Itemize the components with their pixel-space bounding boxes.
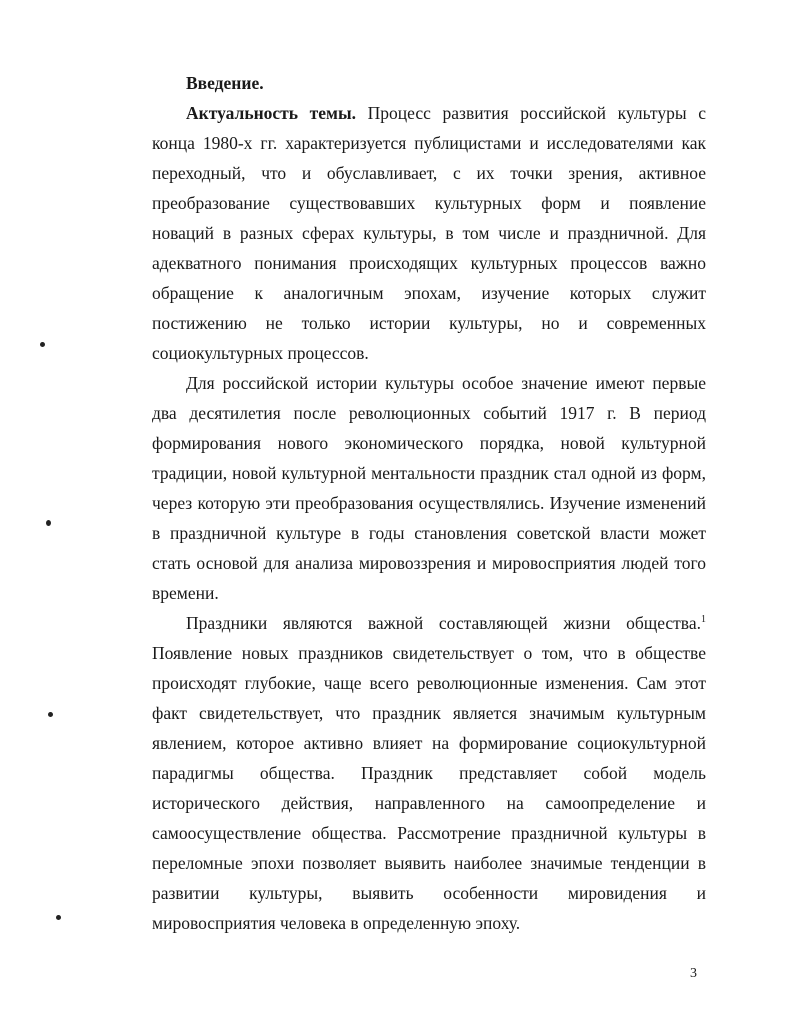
document-body [152,68,706,938]
paragraph-line: Появление новых праздников свидетельствует о том, что в обществе [152,643,706,663]
paragraph-line: переломные эпохи позволяет выявить наиболее значимые тенденции в [152,853,706,873]
paragraph-line: преобразование существовавших культурных форм и появление [152,193,706,213]
paragraph-line: происходят глубокие, чаще всего революционные изменения. Сам этот [152,673,706,693]
paragraph-line: парадигмы общества. Праздник представляет собой модель [152,763,706,783]
paragraph-line: Для российской истории культуры особое значение имеют первые [186,373,706,393]
paragraph-line: явлением, которое активно влияет на формирование социокультурной [152,733,706,753]
paragraph-line [152,608,706,638]
paragraph-line: социокультурных процессов. [152,343,369,363]
paragraph-text: Праздники являются важной составляющей жизни общества. [186,613,701,633]
section-heading: Введение. [186,73,264,93]
paragraph-line: стать основой для анализа мировоззрения и мировосприятия людей того [152,553,706,573]
paragraph-line: в праздничной культуре в годы становления советской власти может [152,523,706,543]
paragraph-line: развитии культуры, выявить особенности мировидения и [152,883,706,903]
footnote-mark: 1 [701,614,706,626]
paragraph-line: самоосуществление общества. Рассмотрение праздничной культуры в [152,823,706,843]
paragraph-text: Процесс развития российской культуры с [356,103,706,123]
paragraph-line [152,98,706,128]
paragraph-line: исторического действия, направленного на самоопределение и [152,793,706,813]
paragraph-line: два десятилетия после революционных событий 1917 г. В период [152,403,706,423]
scan-speck [40,342,45,347]
paragraph-line: через которую эти преобразования осуществлялись. Изучение изменений [152,493,706,513]
paragraph-line: конца 1980-х гг. характеризуется публицистами и исследователями как [152,133,706,153]
paragraph-line: формирования нового экономического порядка, новой культурной [152,433,706,453]
paragraph-line: постижению не только истории культуры, но и современных [152,313,706,333]
paragraph-line: времени. [152,583,219,603]
scan-speck [48,712,53,717]
paragraph-line: мировосприятия человека в определенную эпоху. [152,913,521,933]
page-number: 3 [690,966,697,981]
paragraph-line: адекватного понимания происходящих культурных процессов важно [152,253,706,273]
paragraph-line: традиции, новой культурной ментальности праздник стал одной из форм, [152,463,706,483]
scan-speck [56,915,61,920]
paragraph-line: новаций в разных сферах культуры, в том числе и праздничной. Для [152,223,706,243]
topic-lead: Актуальность темы. [186,103,356,123]
paragraph-line: обращение к аналогичным эпохам, изучение которых служит [152,283,706,303]
paragraph-line: переходный, что и обуславливает, с их точки зрения, активное [152,163,706,183]
paragraph-line: факт свидетельствует, что праздник является значимым культурным [152,703,706,723]
scan-speck [46,520,51,526]
